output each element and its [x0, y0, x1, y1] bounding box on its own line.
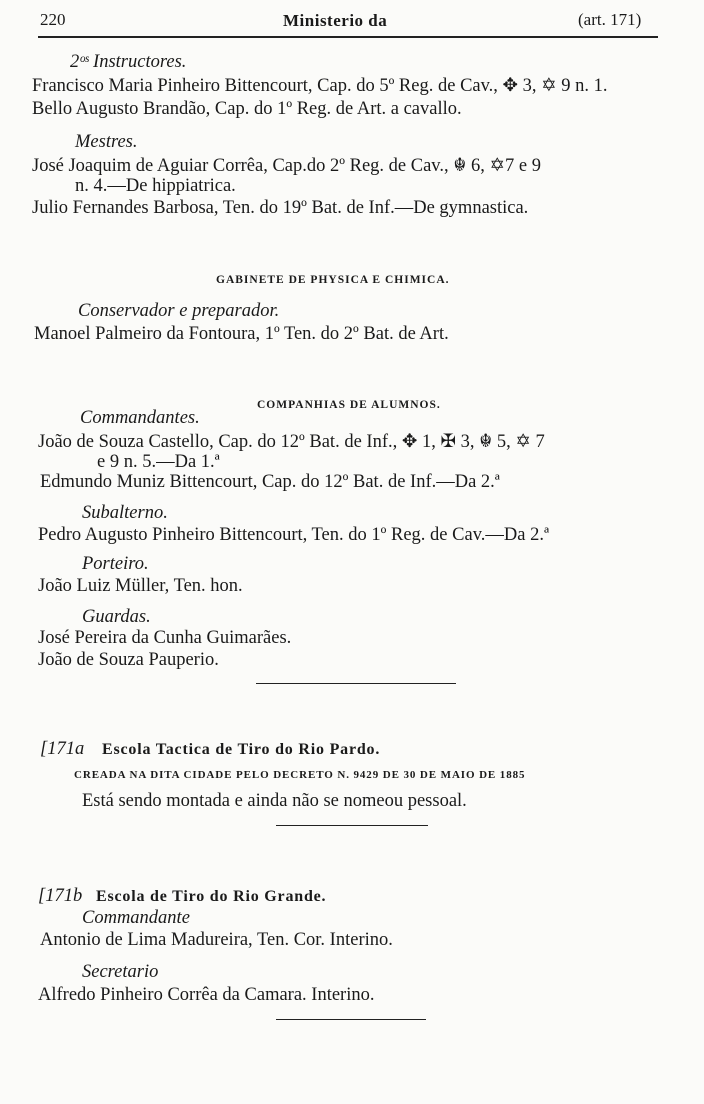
- masters-heading: Mestres.: [75, 132, 138, 152]
- instructors-heading: 2ᵒˢ Instructores.: [70, 52, 187, 72]
- instructor-entry-2: Bello Augusto Brandão, Cap. do 1º Reg. de Art. a cavallo.: [32, 99, 462, 119]
- section-171b-secretary-entry: Alfredo Pinheiro Corrêa da Camara. Interino.: [38, 985, 375, 1005]
- master-entry-1: José Joaquim de Aguiar Corrêa, Cap.do 2º Reg. de Cav., ☬ 6, ✡7 e 9: [32, 156, 541, 176]
- guard-entry-1: José Pereira da Cunha Guimarães.: [38, 628, 292, 648]
- header-rule: [38, 36, 658, 38]
- cabinet-heading: GABINETE DE PHYSICA E CHIMICA.: [216, 274, 450, 286]
- subaltern-heading: Subalterno.: [82, 503, 168, 523]
- section-divider-3: [276, 1019, 426, 1020]
- commander-entry-1-cont: e 9 n. 5.—Da 1.ª: [97, 452, 220, 472]
- section-171a-title: Escola Tactica de Tiro do Rio Pardo.: [102, 741, 381, 758]
- section-171b-number: [171b: [38, 886, 83, 906]
- section-171b-secretary-heading: Secretario: [82, 962, 159, 982]
- section-171b-commander-heading: Commandante: [82, 908, 190, 928]
- guard-entry-2: João de Souza Pauperio.: [38, 650, 219, 670]
- running-title: Ministerio da: [283, 11, 388, 30]
- section-171b-commander-entry: Antonio de Lima Madureira, Ten. Cor. Interino.: [40, 930, 393, 950]
- master-entry-1-cont: n. 4.—De hippiatrica.: [75, 176, 236, 196]
- guards-heading: Guardas.: [82, 607, 151, 627]
- cabinet-role: Conservador e preparador.: [78, 301, 280, 321]
- section-171a-decree: CREADA NA DITA CIDADE PELO DECRETO N. 9429 DE 30 DE MAIO DE 1885: [74, 769, 526, 781]
- commander-entry-2: Edmundo Muniz Bittencourt, Cap. do 12º Bat. de Inf.—Da 2.ª: [40, 472, 500, 492]
- companies-heading: COMPANHIAS DE ALUMNOS.: [257, 399, 441, 411]
- section-divider-2: [276, 825, 428, 826]
- section-171a-number: [171a: [40, 739, 85, 759]
- master-entry-2: Julio Fernandes Barbosa, Ten. do 19º Bat. de Inf.—De gymnastica.: [32, 198, 529, 218]
- section-171b-title: Escola de Tiro do Rio Grande.: [96, 888, 327, 905]
- cabinet-entry: Manoel Palmeiro da Fontoura, 1º Ten. do 2º Bat. de Art.: [34, 324, 449, 344]
- commanders-heading: Commandantes.: [80, 408, 200, 428]
- commander-entry-1: João de Souza Castello, Cap. do 12º Bat. de Inf., ✥ 1, ✠ 3, ☬ 5, ✡ 7: [38, 432, 545, 452]
- article-reference: (art. 171): [578, 10, 642, 29]
- subaltern-entry: Pedro Augusto Pinheiro Bittencourt, Ten. do 1º Reg. de Cav.—Da 2.ª: [38, 525, 550, 545]
- instructor-entry-1: Francisco Maria Pinheiro Bittencourt, Cap. do 5º Reg. de Cav., ✥ 3, ✡ 9 n. 1.: [32, 76, 608, 96]
- page-number: 220: [40, 10, 66, 29]
- section-171a-note: Está sendo montada e ainda não se nomeou pessoal.: [82, 791, 467, 811]
- porter-heading: Porteiro.: [82, 554, 149, 574]
- porter-entry: João Luiz Müller, Ten. hon.: [38, 576, 243, 596]
- section-divider-1: [256, 683, 456, 684]
